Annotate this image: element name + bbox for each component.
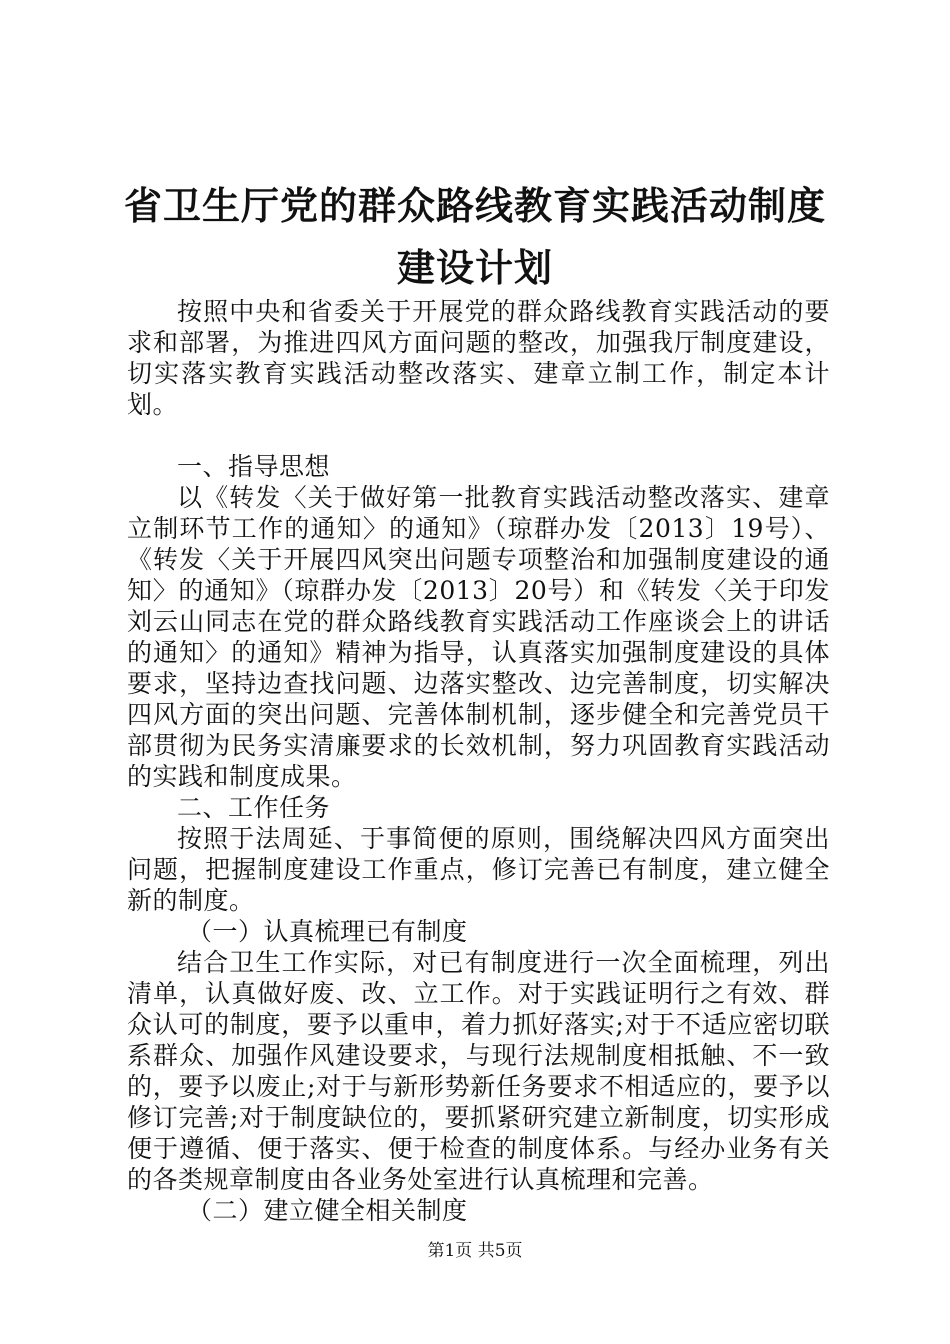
section-heading-work-tasks: 二、工作任务 [177, 793, 331, 822]
subsection-heading-establish-systems: （二）建立健全相关制度 [187, 1196, 468, 1225]
document-title: 省卫生厅党的群众路线教育实践活动制度建设计划 [123, 184, 826, 290]
section-paragraph-work-tasks: 按照于法周延、于事简便的原则，围绕解决四风方面突出问题，把握制度建设工作重点，修订完善已有制度，建立健全新的制度。 [127, 824, 830, 915]
section-heading-guiding-thought: 一、指导思想 [177, 452, 331, 481]
intro-paragraph: 按照中央和省委关于开展党的群众路线教育实践活动的要求和部署，为推进四风方面问题的整改，加强我厅制度建设，切实落实教育实践活动整改落实、建章立制工作，制定本计划。 [127, 297, 830, 419]
page-number-footer: 第1页 共5页 [427, 1241, 523, 1261]
subsection-paragraph-review-existing: 结合卫生工作实际，对已有制度进行一次全面梳理，列出清单，认真做好废、改、立工作。对于实践证明行之有效、群众认可的制度，要予以重申，着力抓好落实;对于不适应密切联系群众、加强作风建设要求，与现行法规制度相抵触、不一致的，要予以废止;对于与新形势新任务要求不相适应的，要予以修订完善;对于制度缺位的，要抓紧研究建立新制度，切实形成便于遵循、便于落实、便于检查的制度体系。与经办业务有关的各类规章制度由各业务处室进行认真梳理和完善。 [127, 948, 830, 1194]
document-body [127, 296, 830, 1226]
section-paragraph-guiding-thought: 以《转发〈关于做好第一批教育实践活动整改落实、建章立制环节工作的通知〉的通知》（琼群办发〔2013〕19号）、《转发〈关于开展四风突出问题专项整治和加强制度建设的通知〉的通知》（琼群办发〔2013〕20号）和《转发〈关于印发刘云山同志在党的群众路线教育实践活动工作座谈会上的讲话的通知〉的通知》精神为指导，认真落实加强制度建设的具体要求，坚持边查找问题、边落实整改、边完善制度，切实解决四风方面的突出问题、完善体制机制，逐步健全和完善党员干部贯彻为民务实清廉要求的长效机制，努力巩固教育实践活动的实践和制度成果。 [127, 483, 830, 791]
subsection-heading-review-existing: （一）认真梳理已有制度 [187, 917, 468, 946]
